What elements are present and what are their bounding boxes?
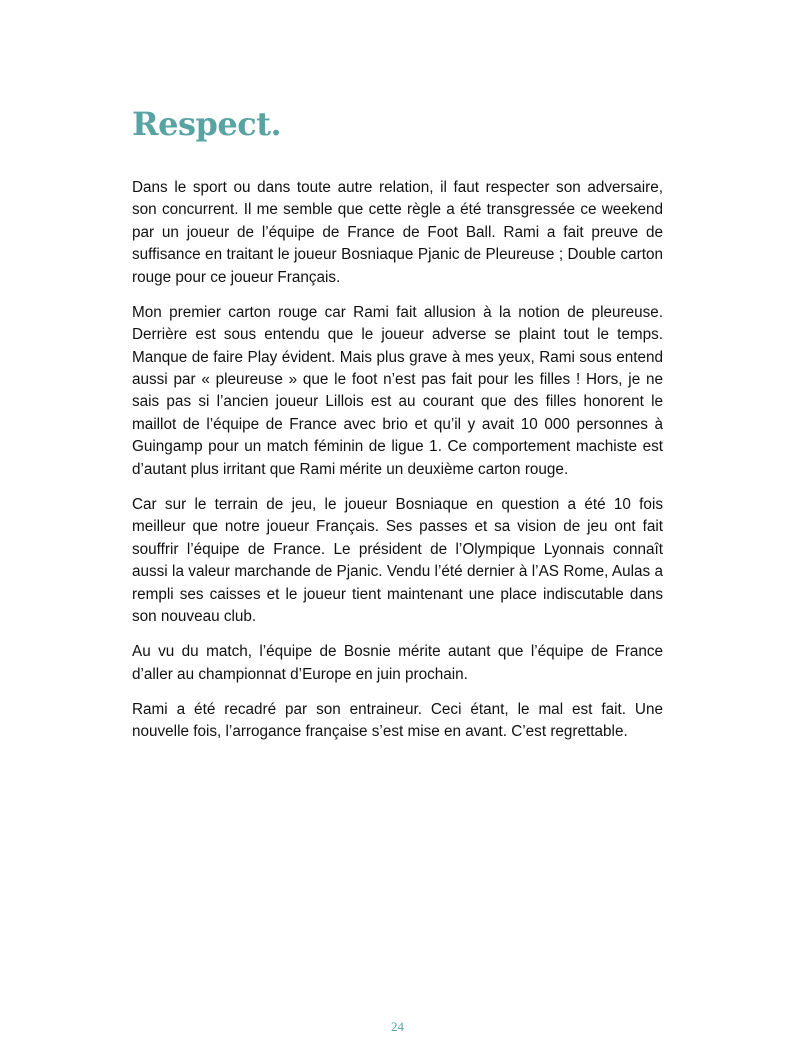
paragraph: Rami a été recadré par son entraineur. Ceci étant, le mal est fait. Une nouvelle fois, l’arrogance française s’est mise en avant. C’est regrettable. (132, 700, 663, 741)
paragraph: Au vu du match, l’équipe de Bosnie mérite autant que l’équipe de France d’aller au championnat d’Europe en juin prochain. (132, 643, 663, 683)
paragraph: Car sur le terrain de jeu, le joueur Bosniaque en question a été 10 fois meilleur que notre joueur Français. Ses passes et sa vision de jeu ont fait souffrir l’équipe de France. Le président de l’Olympique Lyonnais connaît aussi la valeur marchande de Pjanic. Vendu l’été dernier à l’AS Rome, Aulas a rempli ses caisses et le joueur tient maintenant une place indiscutable dans son nouveau club. (132, 495, 663, 625)
paragraph: Dans le sport ou dans toute autre relation, il faut respecter son adversaire, son concurrent. Il me semble que cette règle a été transgressée ce weekend par un joueur de l’équipe de France de Foot Ball. Rami a fait preuve de suffisance en traitant le joueur Bosniaque Pjanic de Pleureuse ; Double carton rouge pour ce joueur Français. (132, 179, 663, 286)
page-number: 24 (391, 1019, 404, 1034)
article-body (132, 177, 663, 756)
paragraph: Mon premier carton rouge car Rami fait allusion à la notion de pleureuse. Derrière est sous entendu que le joueur adverse se plaint tout le temps. Manque de faire Play évident. Mais plus grave à mes yeux, Rami sous entend aussi par « pleureuse » que le foot n’est pas fait pour les filles ! Hors, je ne sais pas si l’ancien joueur Lillois est au courant que des filles honorent le maillot de l’équipe de France avec brio et qu’il y avait 10 000 personnes à Guingamp pour un match féminin de ligue 1. Ce comportement machiste est d’autant plus irritant que Rami mérite un deuxième carton rouge. (132, 303, 663, 478)
page-title: Respect. (132, 105, 282, 143)
